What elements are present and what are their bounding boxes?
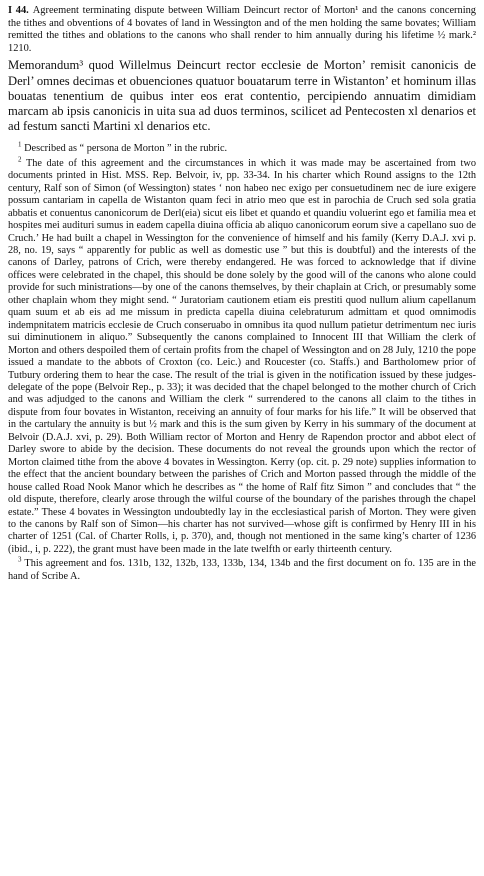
footnotes bbox=[8, 140, 477, 583]
footnote-marker: 3 bbox=[18, 555, 22, 564]
footnote bbox=[8, 140, 476, 155]
latin-text: Memorandum³ quod Willelmus Deincurt rector ecclesie de Morton’ remisit canonicis de Derl’ omnes decimas et obuenciones quatuor bouatarum terre in Wistanton’ et hominum illas bouatas tenentium de quibus inter eos erat contentio, percipiendo annuatim dimidiam marcam ab ipsis canonicis in uita sua ad duos terminos, scilicet ad Pentecosten xl denarios et ad festum sancti Martini xl denarios etc. bbox=[8, 58, 476, 134]
footnote-marker: 2 bbox=[18, 155, 22, 164]
entry-number: I 44. bbox=[8, 5, 29, 16]
footnote-marker: 1 bbox=[18, 140, 22, 149]
footnote-text: Described as “ persona de Morton ” in the rubric. bbox=[24, 143, 228, 155]
footnote-text: The date of this agreement and the circumstances in which it was made may be ascertained from two documents printed in Hist. MSS. Rep. Belvoir, iv, pp. 33-34. In his charter which Round assigns to the 12th century, Ralf son of Simon (of Wessington) states ‘ non habeo nec exigo per consuetudinem nec de iure exigere possum cantariam in capella de Wistanton quam feci in atrio meo que est in parochia de Cruch sed sola gratia abbatis et conuentus canonicorum de Derl(eia) sicut eis libet et quando et quandiu voluerint ego et familia mea et hospites mei audituri sumus in eadem capella diuina officia ab aliquo canonicorum eorum sive a capellano suo de Cruch.’ He had built a chapel in Wessington for the convenience of himself and his family (Kerry D.A.J. xvi p. 28, no. 19, says “ apparently for public as well as domestic use ” but this is doubtful) and the interests of the canons of Darley, patrons of Crich, were thereby endangered. He was forced to acknowledge that if divine offices were celebrated in the chapel, this should be done solely by the good will of the canons who alone could provide for such ministrations—by one of the canons themselves, by their chaplain at Crich, or presumably some other chaplain whom they might send. “ Juratoriam cautionem etiam eis prestiti quod nullum alium capellanum quam suum et ab eis ad me missum in predicta capella diuina celebraturum admittam et quod omnimodis indempnitatem matricis ecclesie de Cruch conseruabo in omnibus ita quod nullum patietur detrimentum nec iuris sui diminutionem in aliquo.” Subsequently the canons complained to Innocent III that William the clerk of Morton and others despoiled them of certain profits from the chapel of Wessington and on 28 July, 1210 the pope issued a mandate to the abbots of Croxton (co. Leic.) and Roucester (co. Staffs.) and Bartholomew prior of Tutbury ordering them to hear the case. The result of the trial is given in the notification issued by these judges-delegate of the pope (Belvoir Rep., p. 33); it was decided that the chapel belonged to the mother church of Crich and was adjudged to the canons and William the clerk “ surrendered to the canons all claim to the tithes in dispute from four bovates in Wistanton, receiving an annuity of four marks for his life.” It will be observed that in the cartulary the annuity is but ½ mark and this is the sum given by Kerry in his summary of the document at Belvoir (D.A.J. xvi, p. 29). Both William rector of Morton and Henry de Rapendon proctor and abbot elect of Darley swore to abide by the decision. These documents do not reveal the grounds upon which the rector of Morton claimed tithe from the above 4 bovates in Wessington. Kerry (op. cit. p. 29 note) supplies information to the effect that the ancient boundary between the parishes of Crich and Morton passed through the middle of the house called Road Nook Manor which he describes as “ the home of Ralf fitz Simon ” and concludes that “ the old dispute, therefore, clearly arose through the wilful course of the boundary of the parishes through the chapel estate.” These 4 bovates in Wessington undoubtedly lay in the ecclesiastical parish of Morton. They were given to the canons by Ralf son of Simon—his charter has not survived—whose gift is confirmed by Henry III in his charter of 1251 (Cal. of Charter Rolls, i, p. 370), and, though not mentioned in the same king’s charter of 1236 (ibid., i, p. 222), the grant must have been made in the late twelfth or early thirteenth century. bbox=[8, 157, 476, 555]
entry-heading-text: Agreement terminating dispute between William Deincurt rector of Morton¹ and the canons concerning the tithes and obventions of 4 bovates of land in Wessington and of the men holding the same bovates; William remitted the tithes and oblations to the canons who shall render to him annually during his lifetime ½ mark.² 1210. bbox=[8, 5, 476, 54]
footnote-text: This agreement and fos. 131b, 132, 132b, 133, 133b, 134, 134b and the first document on fo. 135 are in the hand of Scribe A. bbox=[8, 558, 477, 582]
footnote bbox=[8, 155, 476, 557]
charter-entry bbox=[8, 5, 476, 134]
footnote bbox=[8, 555, 477, 583]
entry-heading bbox=[8, 5, 476, 55]
